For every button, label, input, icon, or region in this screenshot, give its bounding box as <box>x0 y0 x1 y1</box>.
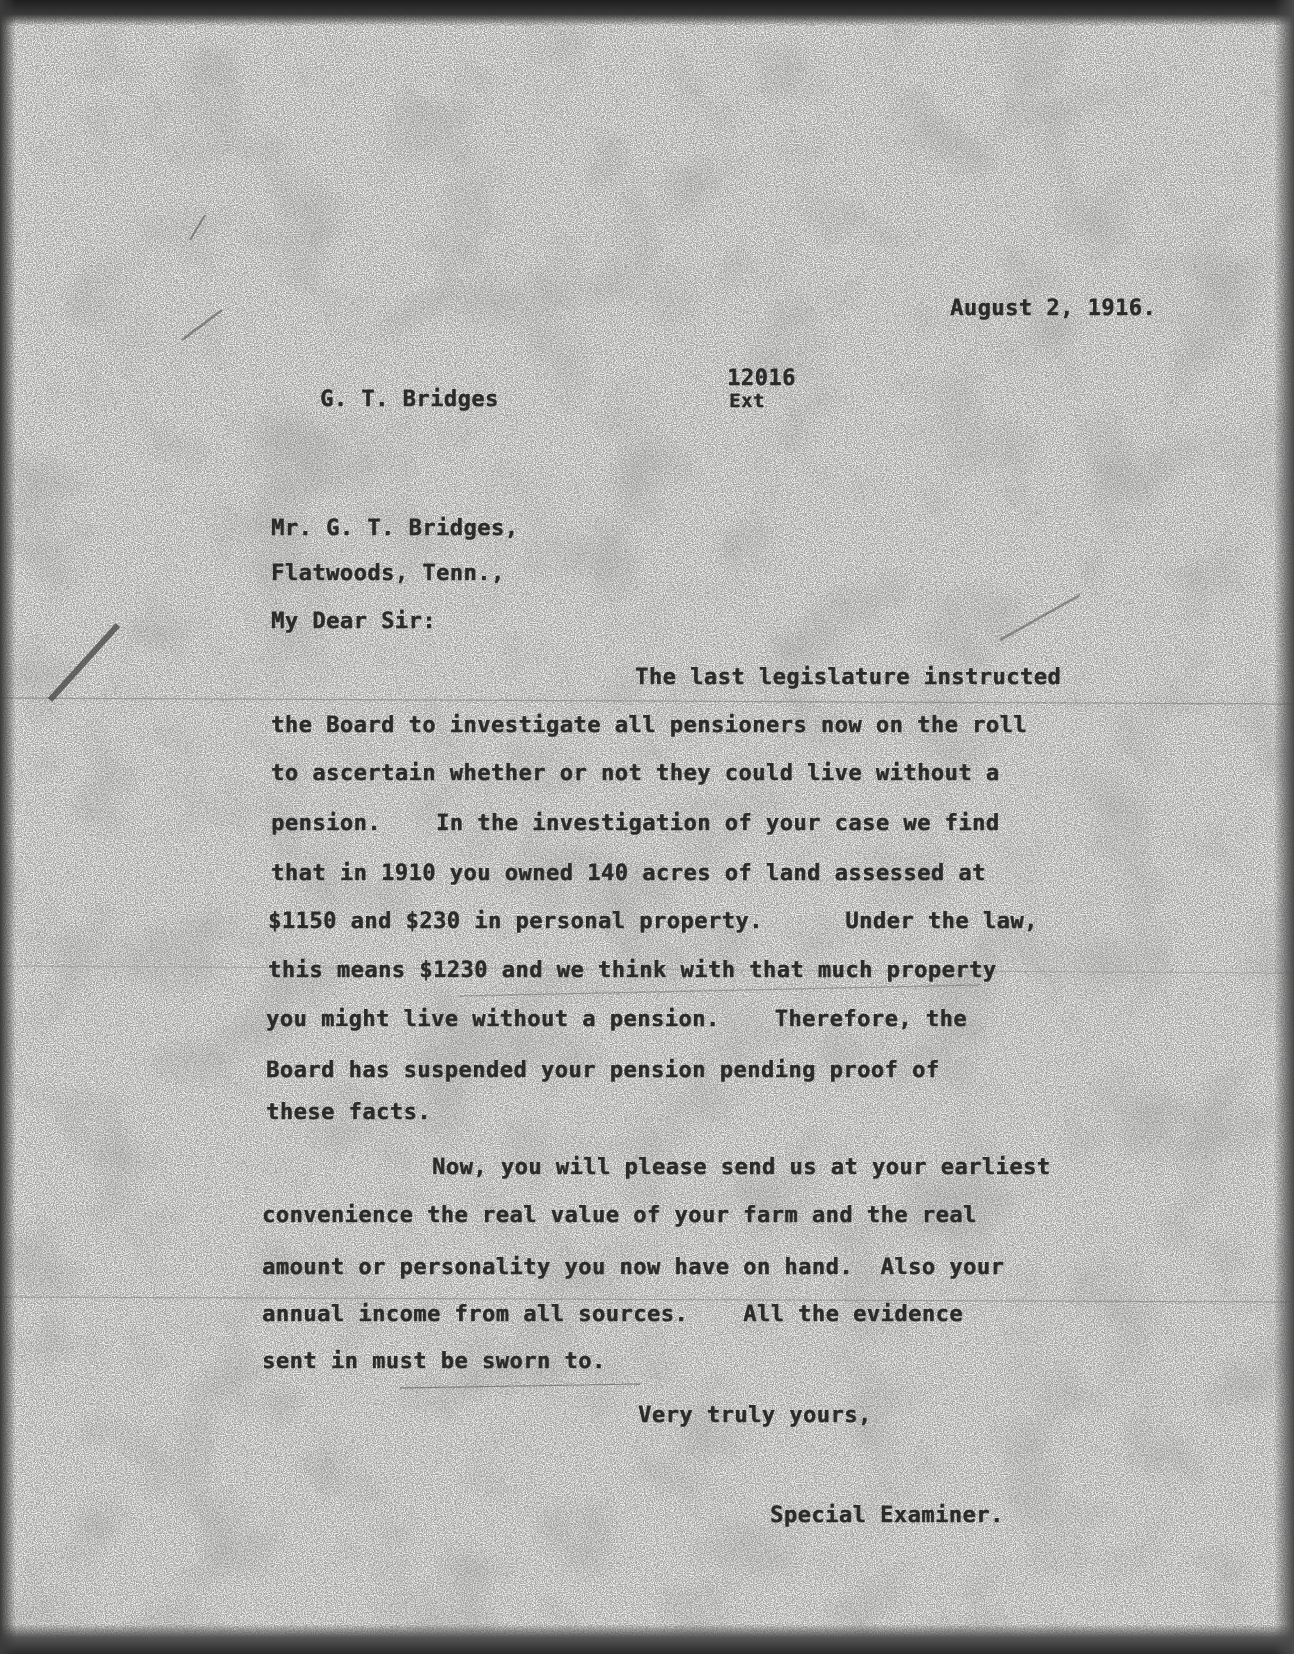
body-line-15: sent in must be sworn to. <box>262 1349 606 1374</box>
body-line-1: The last legislature instructed <box>635 665 1062 690</box>
scan-edge-right <box>1274 0 1294 1654</box>
body-line-10: these facts. <box>266 1100 431 1125</box>
body-line-13: amount or personality you now have on hand. Also your <box>262 1255 1005 1280</box>
scan-edge-top <box>0 0 1294 26</box>
addressee-name: Mr. G. T. Bridges, <box>271 516 519 541</box>
subject-name: G. T. Bridges <box>320 387 499 412</box>
body-line-8: you might live without a pension. Therefore, the <box>266 1007 968 1032</box>
scan-edge-left <box>0 0 16 1654</box>
salutation: My Dear Sir: <box>271 609 436 634</box>
body-line-11: Now, you will please send us at your earliest <box>432 1155 1051 1180</box>
body-line-9: Board has suspended your pension pending proof of <box>266 1058 940 1083</box>
body-line-6: $1150 and $230 in personal property. Under the law, <box>268 909 1038 934</box>
addressee-city: Flatwoods, Tenn., <box>271 561 505 586</box>
letter-date: August 2, 1916. <box>950 296 1157 321</box>
scan-edge-bottom <box>0 1624 1294 1654</box>
file-number: 12016 <box>727 366 796 391</box>
body-line-12: convenience the real value of your farm and the real <box>262 1203 977 1228</box>
file-number-suffix: Ext <box>729 390 765 412</box>
body-line-5: that in 1910 you owned 140 acres of land assessed at <box>271 861 986 886</box>
body-line-4: pension. In the investigation of your case we find <box>271 811 1000 836</box>
body-line-7: this means $1230 and we think with that much property <box>268 958 997 983</box>
body-line-3: to ascertain whether or not they could live without a <box>271 761 1000 786</box>
body-line-14: annual income from all sources. All the evidence <box>262 1302 964 1327</box>
body-line-2: the Board to investigate all pensioners now on the roll <box>271 713 1027 738</box>
signature-title: Special Examiner. <box>770 1503 1004 1528</box>
closing: Very truly yours, <box>638 1403 872 1428</box>
